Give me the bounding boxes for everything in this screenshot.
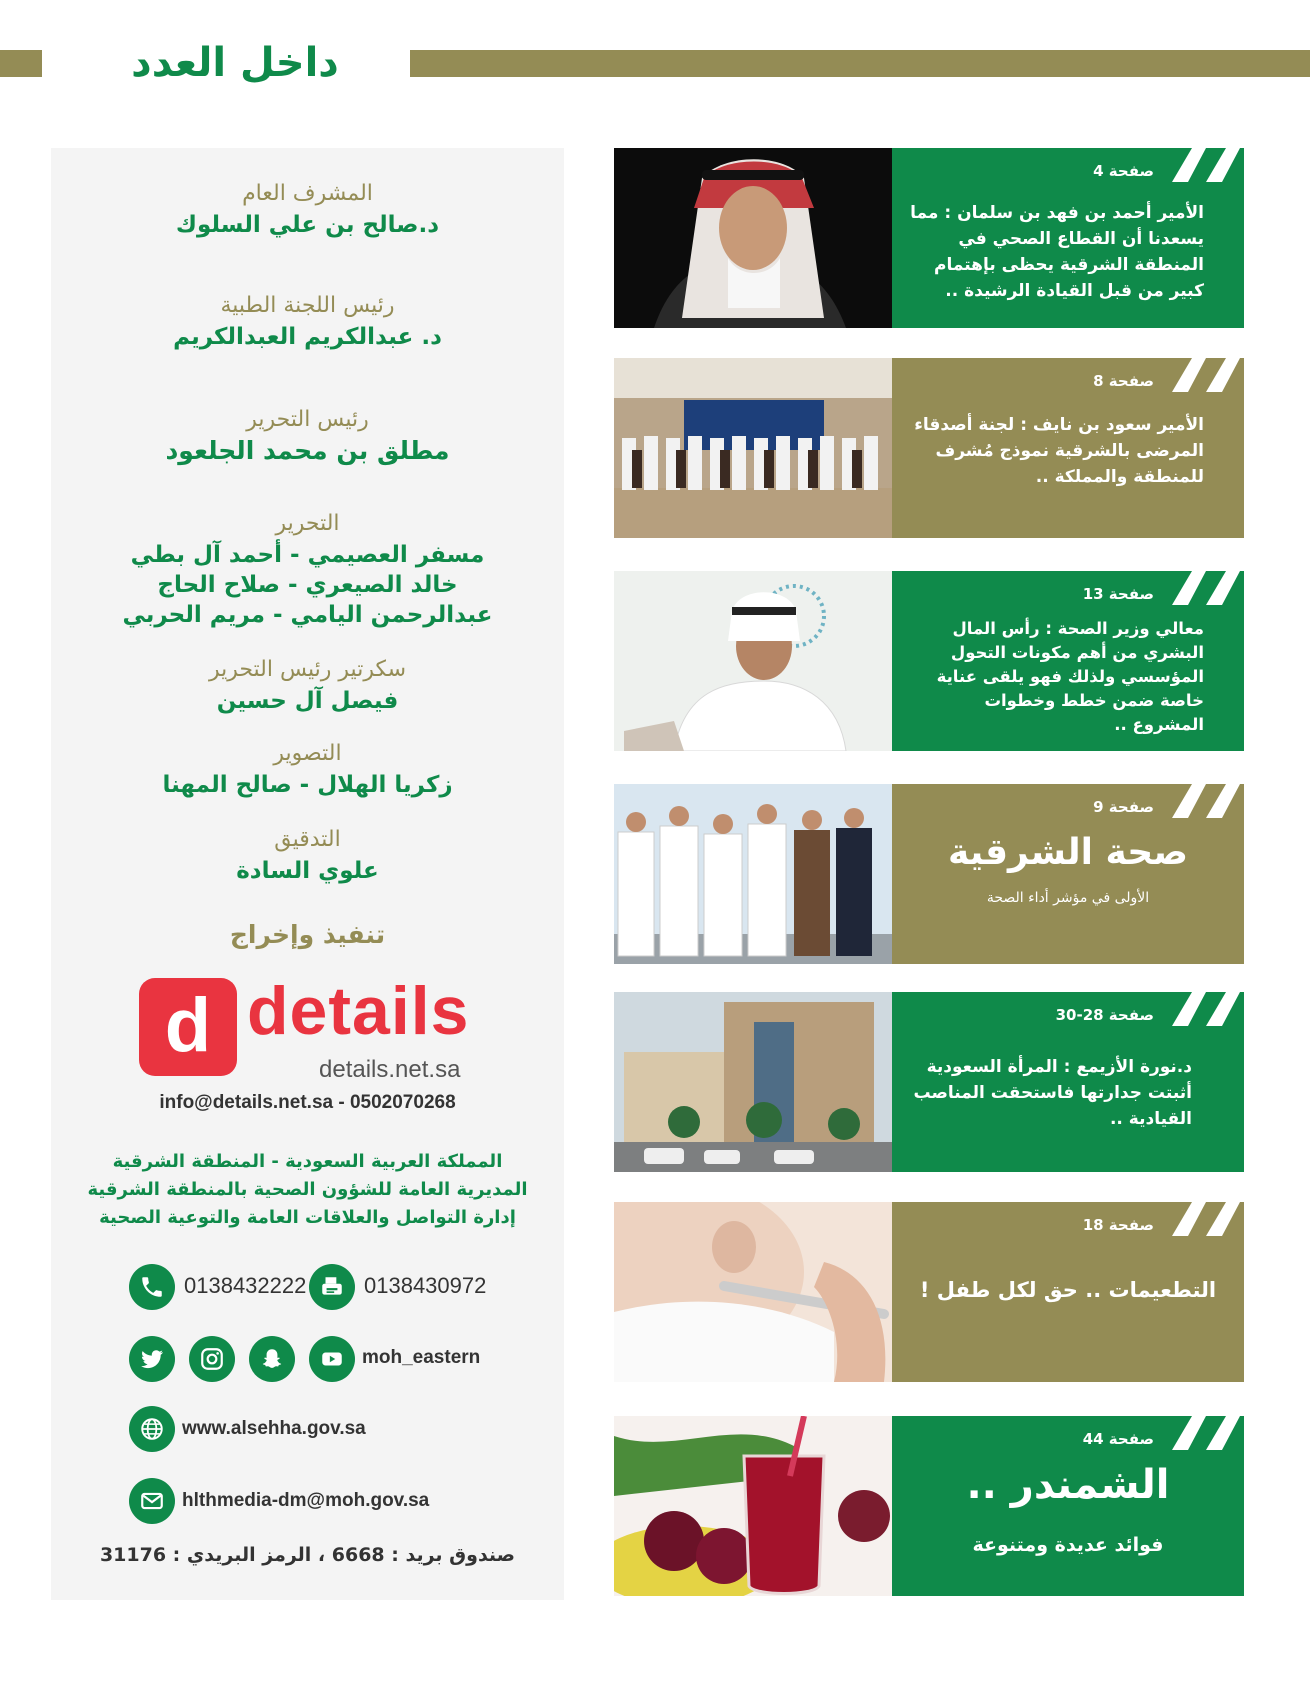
email-link[interactable]: hlthmedia-dm@moh.gov.sa bbox=[182, 1490, 430, 1511]
secretary-name: فيصل آل حسين bbox=[216, 688, 399, 714]
article-page-2: صفحة 8 bbox=[1093, 372, 1154, 390]
article-card-2[interactable] bbox=[614, 358, 1244, 538]
address-line-1: المملكة العربية السعودية - المنطقة الشرقية bbox=[112, 1151, 503, 1172]
article-box-1 bbox=[892, 148, 1244, 328]
photography-block bbox=[51, 738, 564, 800]
audit-role: التدقيق bbox=[274, 827, 341, 852]
quote-icon bbox=[1166, 992, 1244, 1026]
editing-role: التحرير bbox=[275, 511, 340, 536]
editing-line-1: مسفر العصيمي - أحمد آل بطي bbox=[130, 542, 485, 568]
article-box-7 bbox=[892, 1416, 1244, 1596]
quote-icon bbox=[1166, 148, 1244, 182]
credits-panel bbox=[51, 148, 564, 1600]
article-card-7[interactable] bbox=[614, 1416, 1244, 1596]
article-text-3: معالي وزير الصحة : رأس المال البشري من أهم مكونات التحول المؤسسي ولذلك فهو يلقى عناية خاصة ضمن خطط وخطوات المشروع .. bbox=[936, 619, 1204, 734]
details-logo bbox=[139, 973, 499, 1088]
address-block bbox=[51, 1148, 564, 1232]
website-link[interactable]: www.alsehha.gov.sa bbox=[182, 1418, 366, 1439]
article-headline-4: صحة الشرقية bbox=[947, 832, 1189, 873]
article-box-2 bbox=[892, 358, 1244, 538]
article-card-6[interactable] bbox=[614, 1202, 1244, 1382]
article-page-4: صفحة 9 bbox=[1093, 798, 1154, 816]
youtube-icon[interactable] bbox=[309, 1336, 355, 1382]
address-line-2: المديرية العامة للشؤون الصحية بالمنطقة الشرقية bbox=[87, 1179, 528, 1200]
article-page-5: صفحة 28-30 bbox=[1055, 1006, 1154, 1024]
email-icon bbox=[129, 1478, 175, 1524]
article-photo-2 bbox=[614, 358, 892, 538]
phone-number: 0138432222 bbox=[184, 1273, 307, 1298]
production-label bbox=[51, 920, 564, 950]
quote-icon bbox=[1166, 571, 1244, 605]
article-photo-6 bbox=[614, 1202, 892, 1382]
supervisor-name: د.صالح بن علي السلوك bbox=[175, 212, 440, 238]
editor-in-chief-block bbox=[51, 404, 564, 466]
social-handle[interactable]: moh_eastern bbox=[362, 1347, 481, 1368]
article-card-1[interactable] bbox=[614, 148, 1244, 328]
article-text-6: التطعيمات .. حق لكل طفل ! bbox=[919, 1278, 1217, 1302]
medical-committee-block bbox=[51, 290, 564, 352]
medical-name: د. عبدالكريم العبدالكريم bbox=[173, 324, 442, 350]
article-page-7: صفحة 44 bbox=[1082, 1430, 1154, 1448]
header-bar-left bbox=[0, 50, 42, 77]
supervisor-block bbox=[51, 178, 564, 240]
instagram-icon[interactable] bbox=[189, 1336, 235, 1382]
article-photo-5 bbox=[614, 992, 892, 1172]
article-text-5: د.نورة الأزيمع : المرأة السعودية أثبتت جدارتها فاستحقت المناصب القيادية .. bbox=[913, 1057, 1192, 1129]
article-box-6 bbox=[892, 1202, 1244, 1382]
secretary-role: سكرتير رئيس التحرير bbox=[208, 657, 407, 682]
audit-block bbox=[51, 824, 564, 886]
quote-icon bbox=[1166, 358, 1244, 392]
fax-icon bbox=[309, 1264, 355, 1310]
address-line-3: إدارة التواصل والعلاقات العامة والتوعية الصحية bbox=[99, 1207, 516, 1228]
production-label-text: تنفيذ وإخراج bbox=[229, 920, 386, 949]
editing-line-3: عبدالرحمن اليامي - مريم الحربي bbox=[122, 602, 493, 628]
logo-mark-letter: d bbox=[164, 983, 212, 1068]
quote-icon bbox=[1166, 1202, 1244, 1236]
article-photo-3 bbox=[614, 571, 892, 751]
article-box-4 bbox=[892, 784, 1244, 964]
po-box: صندوق بريد : 6668 ، الرمز البريدي : 31176 bbox=[99, 1544, 516, 1566]
article-page-1: صفحة 4 bbox=[1093, 162, 1154, 180]
fax-number: 0138430972 bbox=[364, 1273, 487, 1298]
article-card-3[interactable] bbox=[614, 571, 1244, 751]
globe-icon bbox=[129, 1406, 175, 1452]
article-page-6: صفحة 18 bbox=[1082, 1216, 1154, 1234]
twitter-icon[interactable] bbox=[129, 1336, 175, 1382]
audit-name: علوي السادة bbox=[236, 858, 379, 884]
article-sub-4: الأولى في مؤشر أداء الصحة bbox=[986, 890, 1150, 906]
article-sub-7: فوائد عديدة ومتنوعة bbox=[972, 1534, 1164, 1556]
article-photo-4 bbox=[614, 784, 892, 964]
article-card-4[interactable] bbox=[614, 784, 1244, 964]
article-text-1: الأمير أحمد بن فهد بن سلمان : مما يسعدنا أن القطاع الصحي في المنطقة الشرقية يحظى بإهتمام كبير من قبل القيادة الرشيدة .. bbox=[910, 203, 1204, 301]
quote-icon bbox=[1166, 784, 1244, 818]
article-page-3: صفحة 13 bbox=[1082, 585, 1154, 603]
medical-role: رئيس اللجنة الطبية bbox=[220, 293, 395, 318]
article-headline-7: الشمندر .. bbox=[966, 1462, 1170, 1508]
editor-in-chief-role: رئيس التحرير bbox=[246, 407, 369, 432]
snapchat-icon[interactable] bbox=[249, 1336, 295, 1382]
photography-names: زكريا الهلال - صالح المهنا bbox=[162, 772, 453, 798]
editor-in-chief-name: مطلق بن محمد الجلعود bbox=[165, 436, 450, 465]
details-logo-word: details bbox=[247, 973, 470, 1049]
article-photo-7 bbox=[614, 1416, 892, 1596]
phone-icon bbox=[129, 1264, 175, 1310]
details-contact: info@details.net.sa - 0502070268 bbox=[159, 1092, 456, 1113]
article-card-5[interactable] bbox=[614, 992, 1244, 1172]
header-bar-right bbox=[410, 50, 1310, 77]
page-title: داخل العدد bbox=[131, 40, 339, 86]
supervisor-role: المشرف العام bbox=[242, 181, 373, 206]
editing-block bbox=[51, 508, 564, 630]
article-photo-1 bbox=[614, 148, 892, 328]
secretary-block bbox=[51, 654, 564, 716]
article-box-3 bbox=[892, 571, 1244, 751]
quote-icon bbox=[1166, 1416, 1244, 1450]
details-url: details.net.sa bbox=[319, 1056, 461, 1083]
article-text-2: الأمير سعود بن نايف : لجنة أصدقاء المرضى بالشرقية نموذج مُشرف للمنطقة والمملكة .. bbox=[914, 415, 1204, 487]
article-box-5 bbox=[892, 992, 1244, 1172]
photography-role: التصوير bbox=[273, 741, 342, 766]
details-logo-mark bbox=[139, 978, 237, 1076]
editing-line-2: خالد الصيعري - صلاح الحاج bbox=[157, 572, 458, 598]
